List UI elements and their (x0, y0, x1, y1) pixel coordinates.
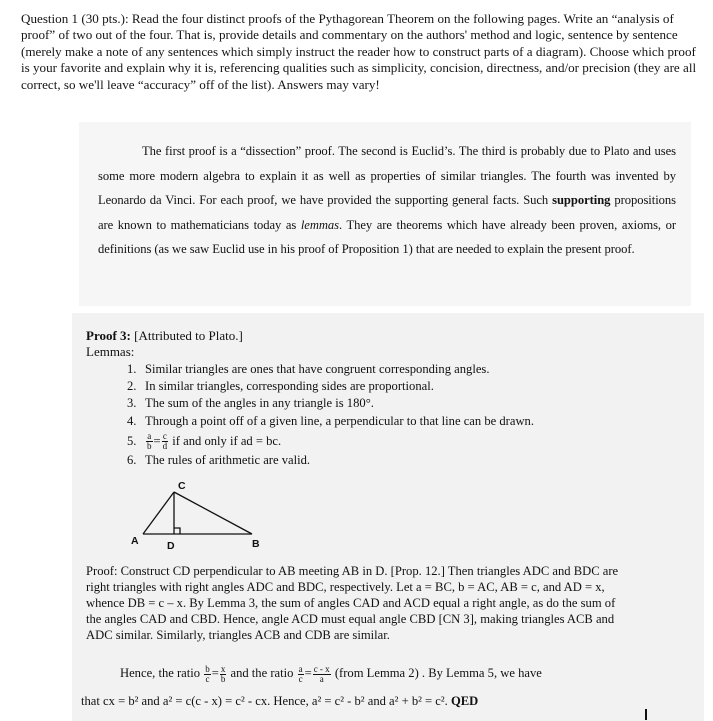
fraction-denominator: c (205, 673, 210, 684)
ratio-text: and the ratio (227, 666, 297, 680)
lemma-item (127, 378, 534, 395)
lemma-text: The rules of arithmetic are valid. (145, 452, 311, 467)
proof-body (86, 563, 620, 643)
lemmas-label: Lemmas: (86, 344, 135, 359)
intro-bold-word: supporting (552, 193, 611, 208)
lemma-text: In similar triangles, corresponding sides are proportional. (145, 379, 434, 394)
lemma-number: 1. (127, 362, 137, 376)
side-bc (174, 492, 252, 534)
lemma-item (127, 413, 534, 430)
point-label-d: D (167, 540, 175, 552)
fraction-a-over-b (146, 432, 153, 451)
equals-sign: = (153, 433, 161, 448)
fraction-denominator: d (162, 441, 168, 452)
lemma-text: Similar triangles are ones that have congruent corresponding angles. (145, 362, 490, 376)
intro-italic-word: lemmas (300, 217, 340, 232)
fraction-numerator: c (162, 431, 167, 442)
conclusion-line (81, 694, 478, 709)
lemma-item (127, 452, 534, 469)
intro-text-1: The first proof is a “dissection” proof. The second is Euclid’s. The third is probably due to Plato and uses some more modern algebra to explain it as well as properties of similar triangles. The fourth was invented by Leonardo da Vinci. For each proof, we have provided the supporting general facts. Such (98, 144, 676, 208)
intro-text-2: propositions are known to mathematicians today as (98, 193, 676, 232)
fraction-x-over-b (220, 665, 227, 684)
lemma-text: The sum of the angles in any triangle is 180°. (145, 396, 374, 411)
ratio-text: Hence, the ratio (120, 666, 204, 680)
fraction-numerator: a (298, 663, 303, 674)
fraction-denominator: c (298, 673, 303, 684)
conclusion-text: that cx = b² and a² = c(c - x) = c² - cx. Hence, a² = c² - b² and a² + b² = c². (81, 694, 448, 708)
ratio-text: (from Lemma 2) . By Lemma 5, we have (331, 666, 542, 680)
fraction-c-minus-x-over-a (313, 665, 331, 684)
qed-mark: QED (450, 694, 479, 708)
lemma-number: 4. (127, 413, 137, 428)
triangle-diagram (128, 478, 268, 552)
lemma-item (127, 395, 534, 412)
lemma-number: 5. (127, 433, 137, 448)
fraction-a-over-c (298, 665, 304, 684)
lemma-text: Through a point off of a given line, a perpendicular to that line can be drawn. (145, 413, 534, 428)
lemma-item (127, 361, 534, 378)
fraction-numerator: c - x (313, 663, 330, 674)
intro-text-3: . They are theorems which have already been proven, axioms, or definitions (as we saw Euclid use in his proof of Proposition 1) that are needed to explain the present proof. (98, 217, 676, 257)
intro-paragraph (98, 139, 676, 262)
proof3-title: Proof 3: (86, 328, 131, 343)
fraction-numerator: b (205, 663, 210, 674)
vertex-label-a: A (131, 535, 139, 547)
fraction-denominator: b (147, 441, 152, 452)
equals-sign: = (304, 666, 312, 680)
right-angle-mark (174, 528, 180, 534)
ratio-line (120, 663, 542, 684)
proof-text: Proof: Construct CD perpendicular to AB meeting AB in D. [Prop. 12.] Then triangles ADC and BDC are right triangles with right angles ADC and BDC, respectively. Let a = BC, b = AC, AB = c, and AD = x, whence DB = c – x. By Lemma 3, the sum of angles CAD and ACD equal a right angle, as do the sum of the angles CAD and CBD. Hence, angle ACD must equal angle CBD [CN 3], making triangles ACB and ADC similar. Similarly, triangles ACB and CDB are similar. (86, 564, 619, 643)
fraction-numerator: a (147, 431, 152, 442)
lemma-number: 6. (127, 452, 137, 467)
fraction-c-over-d (162, 432, 169, 451)
fraction-b-over-c (204, 665, 211, 684)
lemma-number: 2. (127, 379, 137, 394)
fraction-numerator: x (220, 663, 226, 674)
side-ac (143, 492, 174, 534)
lemma-item (127, 430, 534, 452)
proof3-attribution: [Attributed to Plato.] (130, 328, 243, 343)
fraction-denominator: a (319, 673, 324, 684)
lemma-list (127, 361, 534, 469)
equals-sign: = (211, 666, 219, 680)
lemma-number: 3. (127, 396, 137, 411)
vertex-label-b: B (252, 538, 260, 550)
text-cursor (645, 709, 647, 720)
question-text: Question 1 (30 pts.): Read the four distinct proofs of the Pythagorean Theorem on the following pages. Write an “analysis of proof” of two out of the four. That is, provide details and commentary on the authors' method and logic, sentence by sentence (merely make a note of any sentences which simply instruct the reader how to construct parts of a diagram). Choose which proof is your favorite and explain why it is, referencing qualities such as simplicity, concision, directness, and/or precision (they are all correct, so we'll leave “accuracy” off of the list). Answers may vary! (21, 11, 697, 92)
lemma-text: if and only if ad = bc. (172, 433, 282, 448)
fraction-denominator: b (220, 673, 226, 684)
vertex-label-c: C (178, 480, 186, 492)
proof3-heading (86, 328, 243, 344)
